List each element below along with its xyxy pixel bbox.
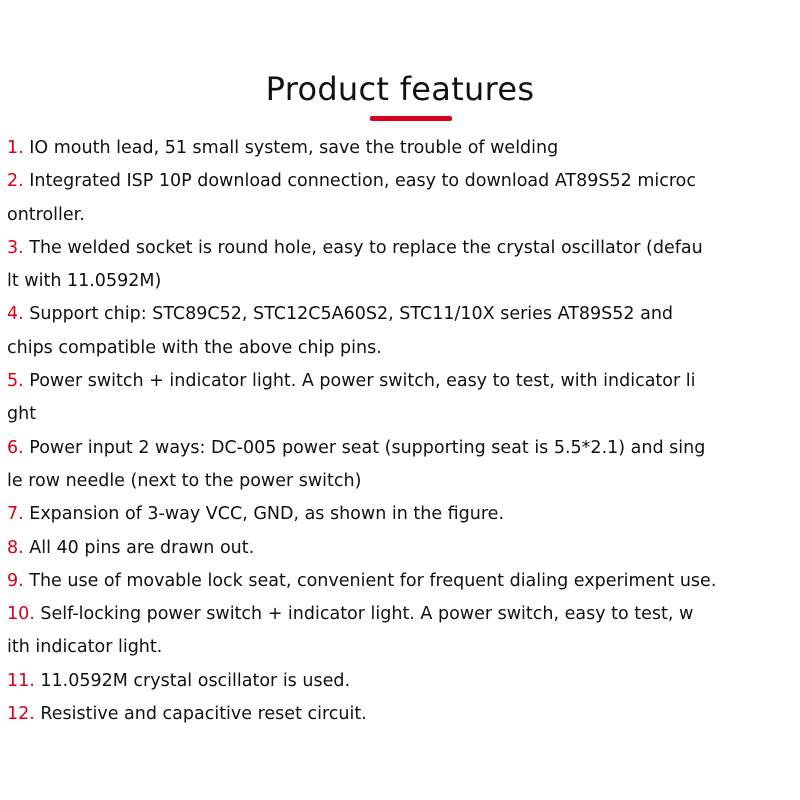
feature-text: Power input 2 ways: DC-005 power seat (supporting seat is 5.5*2.1) and sing le row needle (next to the power switch) <box>7 437 706 491</box>
feature-item <box>7 598 795 665</box>
feature-number: 1. <box>7 138 30 158</box>
feature-text: IO mouth lead, 51 small system, save the trouble of welding <box>29 138 559 158</box>
feature-text: Support chip: STC89C52, STC12C5A60S2, STC11/10X series AT89S52 and chips compatible with the above chip pins. <box>7 304 674 358</box>
feature-item <box>7 165 795 232</box>
feature-text: Self-locking power switch + indicator light. A power switch, easy to test, w ith indicator light. <box>7 604 694 658</box>
feature-text: The use of movable lock seat, convenient for frequent dialing experiment use. <box>29 570 717 591</box>
feature-number: 9. <box>7 570 30 591</box>
feature-number: 6. <box>7 437 30 458</box>
feature-item <box>7 532 795 565</box>
feature-number: 10. <box>7 604 41 625</box>
feature-item <box>7 665 795 698</box>
feature-number: 8. <box>7 537 30 558</box>
feature-number: 2. <box>7 171 30 192</box>
feature-item <box>7 432 795 499</box>
feature-item <box>7 565 795 598</box>
feature-text: Power switch + indicator light. A power switch, easy to test, with indicator li ght <box>7 371 696 425</box>
feature-item <box>7 132 795 165</box>
feature-text: Integrated ISP 10P download connection, easy to download AT89S52 microc ontroller. <box>7 171 696 225</box>
feature-number: 5. <box>7 371 30 392</box>
feature-text: Resistive and capacitive reset circuit. <box>40 704 367 725</box>
feature-text: All 40 pins are drawn out. <box>29 537 255 558</box>
feature-list <box>7 132 795 731</box>
feature-number: 11. <box>7 670 41 691</box>
feature-text: Expansion of 3-way VCC, GND, as shown in the figure. <box>29 504 505 525</box>
feature-number: 7. <box>7 504 30 525</box>
feature-number: 4. <box>7 304 30 325</box>
feature-item <box>7 698 795 731</box>
feature-number: 12. <box>7 704 41 725</box>
feature-text: The welded socket is round hole, easy to replace the crystal oscillator (defau lt with 11.0592M) <box>7 237 703 292</box>
page-title: Product features <box>265 70 535 108</box>
feature-item <box>7 232 795 299</box>
feature-number: 3. <box>7 237 30 258</box>
feature-item <box>7 298 795 365</box>
feature-item <box>7 365 795 432</box>
title-underline <box>370 116 452 121</box>
feature-item <box>7 498 795 531</box>
feature-text: 11.0592M crystal oscillator is used. <box>40 670 351 691</box>
